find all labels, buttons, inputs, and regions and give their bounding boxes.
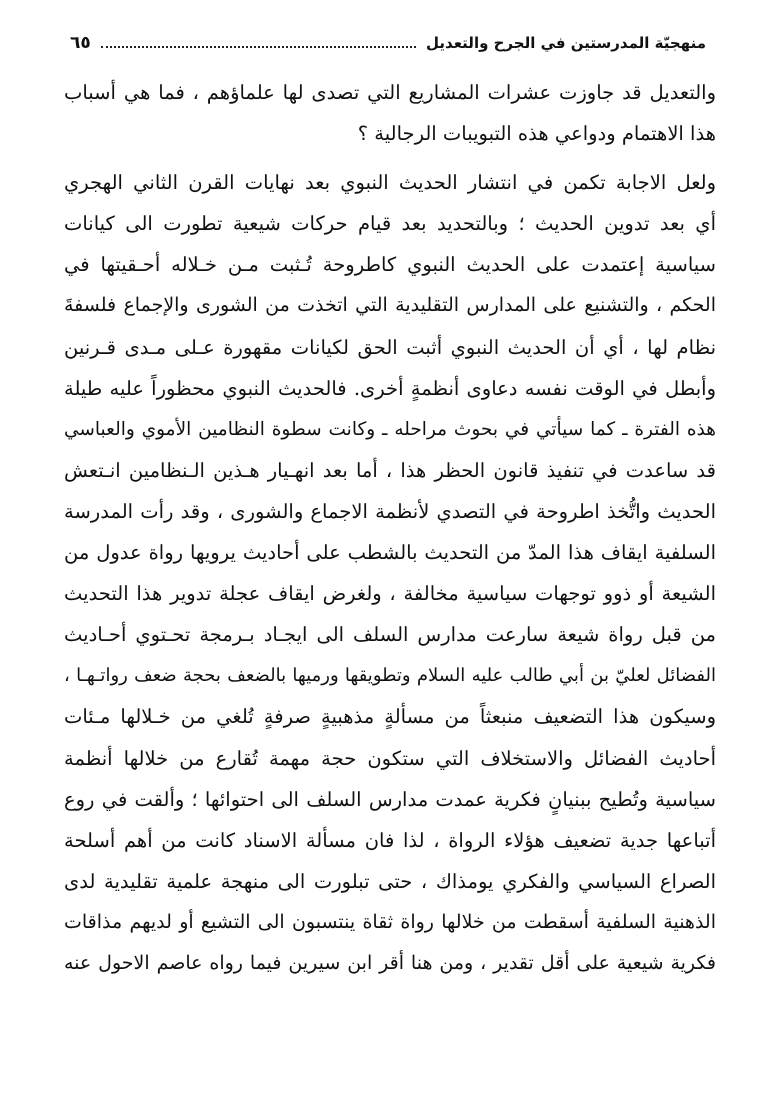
text-line: سياسية وتُطيح ببنيانٍ فكرية عمدت مدارس السلف الى احتوائها ؛ وألقت في روع xyxy=(64,787,716,811)
text-line: فكرية شيعية على أقل تقدير ، ومن هنا أقر ابن سيرين فيما رواه عاصم الاحول عنه xyxy=(64,951,716,974)
text-line: أتباعها جدية تضعيف هؤلاء الرواة ، لذا فان مسألة الاسناد كانت من أهم أسلحة xyxy=(64,828,716,852)
text-line: سياسية إعتمدت على الحديث النبوي كاطروحة تُـثبت مـن خـلاله أحـقيتها في xyxy=(64,253,716,277)
page-header xyxy=(70,28,706,58)
page-number: ٦٥ xyxy=(70,33,91,53)
text-line: قد ساعدت في تنفيذ قانون الحظر هذا ، أما بعد انهـيار هـذين الـنظامين انـتعش xyxy=(64,458,716,482)
text-line: الحديث واتُّخذ اطروحة في التصدي لأنظمة الاجماع والشورى ، وقد رأت المدرسة xyxy=(64,499,716,523)
text-line: الفضائل لعليّ بن أبي طالب عليه السلام وتطويقها ورميها بالضعف بحجة ضعف رواتـهـا ، xyxy=(64,665,716,687)
text-line: هذه الفترة ـ كما سيأتي في بحوث مراحله ـ وكانت سطوة النظامين الأموي والعباسي xyxy=(64,418,716,440)
text-line: والتعديل قد جاوزت عشرات المشاريع التي تصدى لها علماؤهم ، فما هي أسباب xyxy=(64,81,716,104)
text-line: من قبل رواة شيعة سارعت مدارس السلف الى ايجـاد بـرمجة تحـتوي أحـاديث xyxy=(64,623,716,647)
text-line: أي بعد تدوين الحديث ؛ وبالتحديد بعد قيام حركات شيعية تطورت الى كيانات xyxy=(64,212,716,236)
text-line: الحكم ، والتشنيع على المدارس التقليدية التي اتخذت من الشورى والإجماع فلسفةَ xyxy=(64,294,716,317)
text-line: هذا الاهتمام ودواعي هذه التبويبات الرجالية ؟ xyxy=(357,122,716,146)
text-line: ولعل الاجابة تكمن في انتشار الحديث النبوي بعد نهايات القرن الثاني الهجري xyxy=(64,171,716,195)
running-title: منهجيّة المدرستين في الجرح والتعديل xyxy=(426,34,706,52)
text-line: وأبطل في الوقت نفسه دعاوى أنظمةٍ أخرى. فالحديث النبوي محظوراً عليه طيلة xyxy=(64,376,716,400)
text-line: وسيكون هذا التضعيف منبعثاً من مسألةٍ مذهبيةٍ صرفةٍ تُلغي من خـلالها مـئات xyxy=(64,705,716,729)
text-line: أحاديث الفضائل والاستخلاف التي ستكون حجة مهمة تُقارع من خلالها أنظمة xyxy=(64,746,716,770)
text-line: الذهنية السلفية أسقطت من خلالها رواة ثقاة ينتسبون الى التشيع أو لديهم مذاقات xyxy=(64,910,716,933)
text-line: نظام لها ، أي أن الحديث النبوي أثبت الحق لكيانات مقهورة عـلى مـدى قـرنين xyxy=(64,335,716,359)
text-line: الصراع السياسي والفكري يومذاك ، حتى تبلورت الى منهجة علمية تقليدية لدى xyxy=(64,869,716,893)
text-line: السلفية ايقاف هذا المدّ من التحديث بالشطب على أحاديث يرويها رواة عدول من xyxy=(64,541,716,565)
body-text xyxy=(64,72,716,984)
dotted-leader xyxy=(101,46,416,48)
text-line: الشيعة أو ذوو توجهات سياسية مخالفة ، ولغرض ايقاف عجلة تدوير هذا التحديث xyxy=(64,582,716,606)
